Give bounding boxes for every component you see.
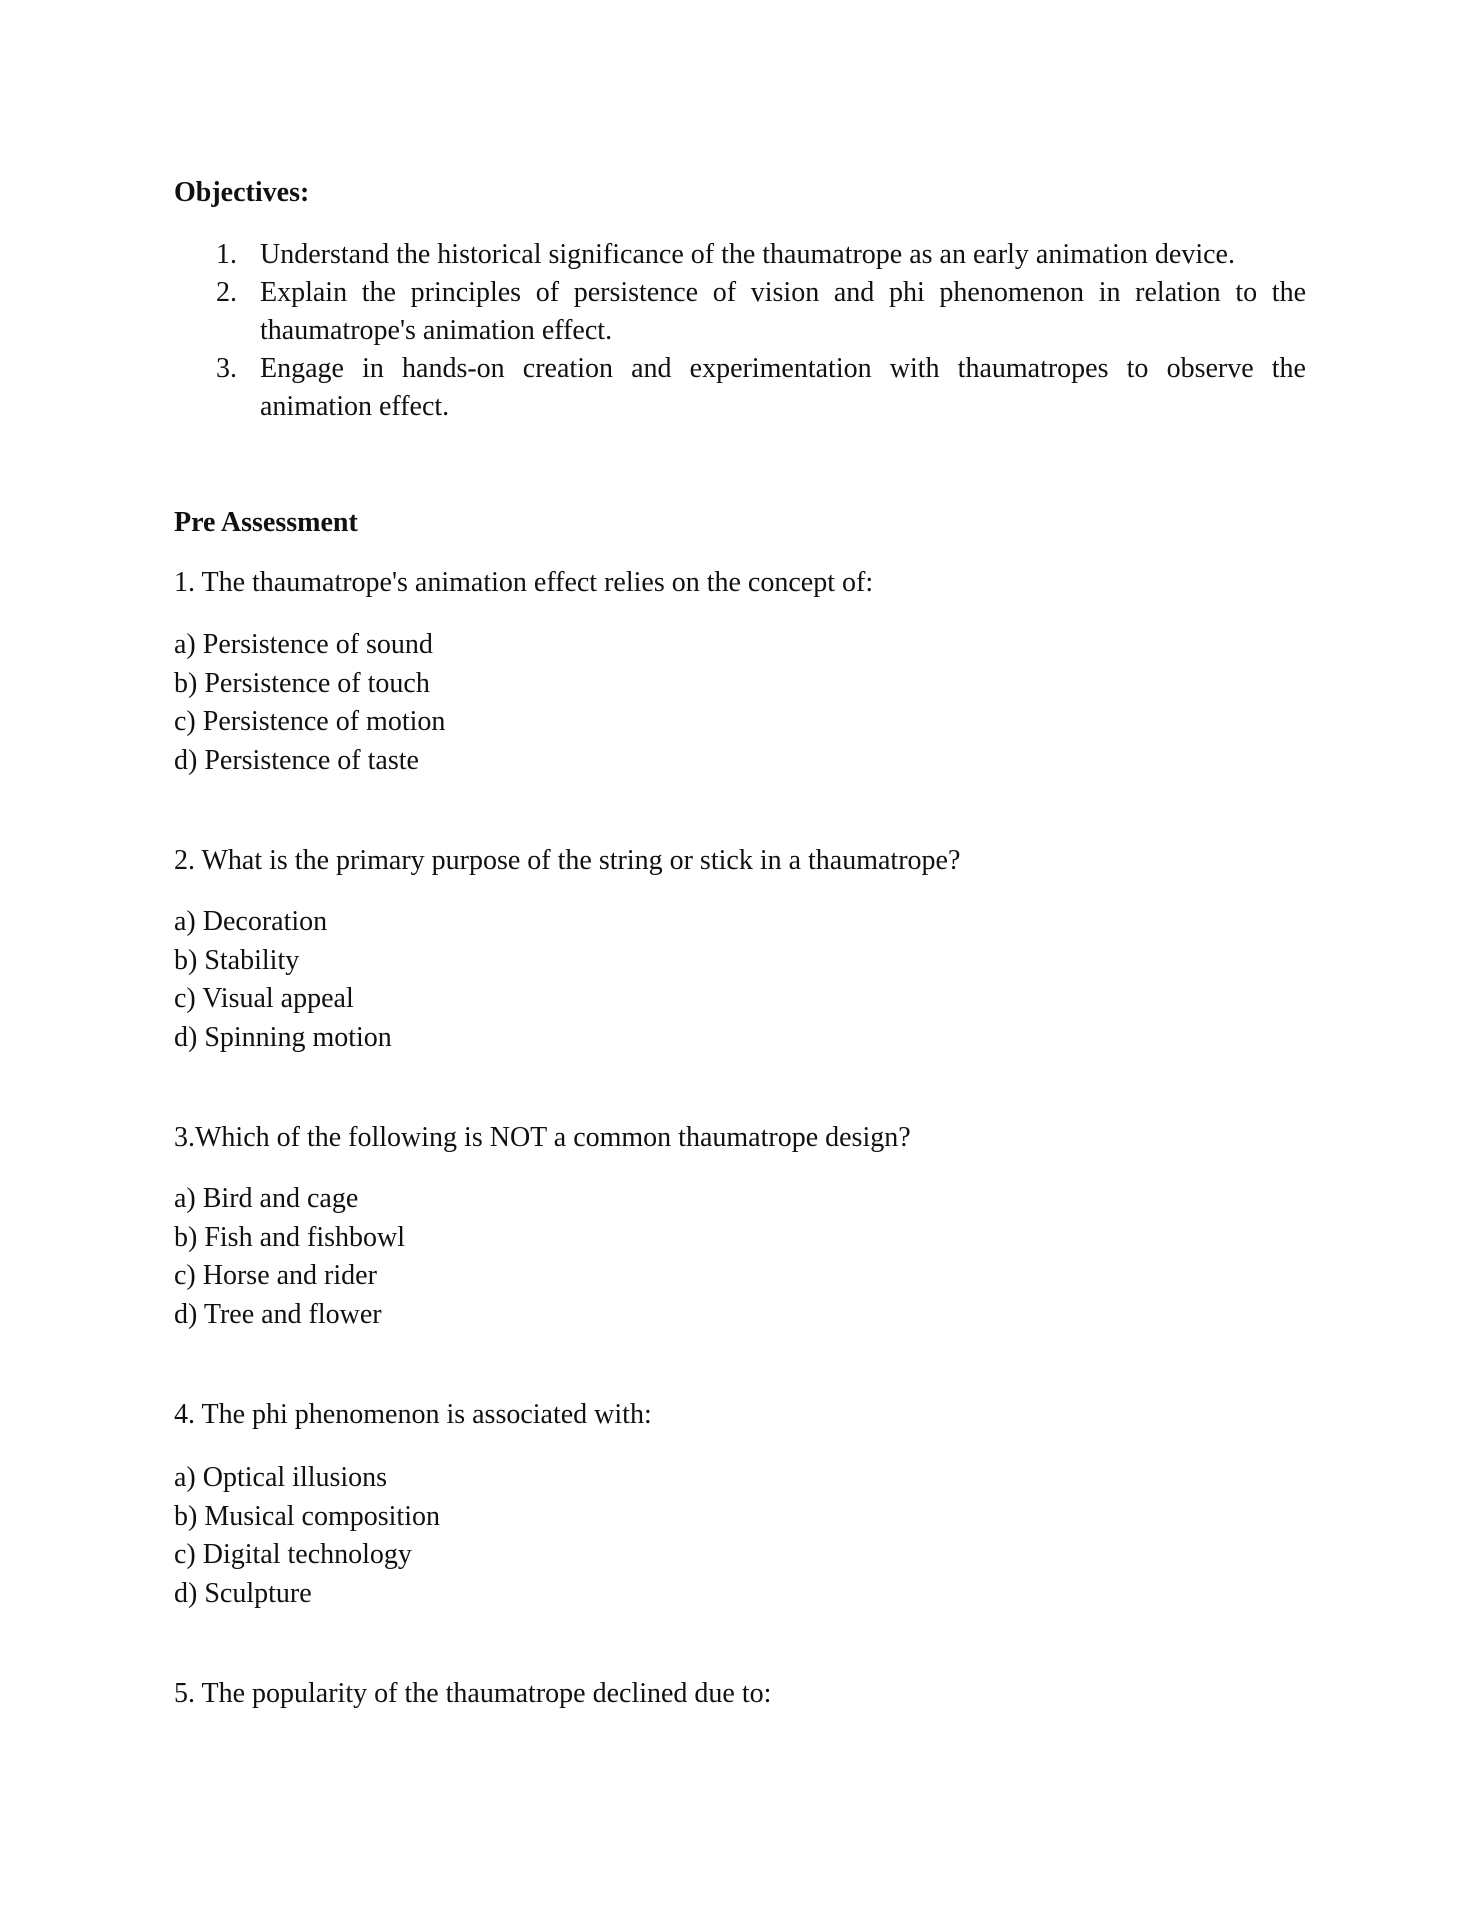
objective-number: 1. [216, 239, 237, 270]
objective-text: Understand the historical significance of the thaumatrope as an early animation device. [260, 239, 1235, 270]
question-1: 1. The thaumatrope's animation effect relies on the concept of: [174, 567, 874, 598]
pre-assessment-heading: Pre Assessment [174, 507, 358, 538]
objective-number: 3. [216, 353, 237, 384]
objectives-heading: Objectives: [174, 177, 310, 208]
question-3-options [174, 1180, 405, 1334]
objective-number: 2. [216, 277, 237, 308]
option-b: b) Fish and fishbowl [174, 1221, 405, 1253]
option-b: b) Stability [174, 944, 300, 976]
option-a: a) Optical illusions [174, 1462, 388, 1493]
question-4-options [174, 1459, 440, 1613]
option-c: c) Persistence of motion [174, 706, 446, 737]
question-4: 4. The phi phenomenon is associated with: [174, 1399, 652, 1430]
question-3: 3.Which of the following is NOT a common thaumatrope design? [174, 1122, 911, 1153]
objective-item [174, 350, 1306, 426]
option-c: c) Digital technology [174, 1539, 412, 1570]
option-d: d) Spinning motion [174, 1021, 392, 1053]
option-d: d) Sculpture [174, 1577, 312, 1609]
objective-item [174, 274, 1306, 350]
objective-item [174, 236, 1306, 274]
question-2-options [174, 903, 392, 1057]
option-c: c) Horse and rider [174, 1260, 377, 1291]
option-b: b) Persistence of touch [174, 667, 430, 699]
option-c: c) Visual appeal [174, 983, 354, 1014]
objectives-list [174, 236, 1306, 426]
objective-text: Engage in hands-on creation and experimentation with thaumatropes to observe the animation effect. [260, 353, 1306, 422]
option-b: b) Musical composition [174, 1500, 440, 1532]
objective-text: Explain the principles of persistence of vision and phi phenomenon in relation to the thaumatrope's animation effect. [260, 277, 1306, 346]
option-a: a) Decoration [174, 906, 328, 937]
option-d: d) Tree and flower [174, 1298, 382, 1330]
question-5: 5. The popularity of the thaumatrope declined due to: [174, 1678, 772, 1709]
question-2: 2. What is the primary purpose of the string or stick in a thaumatrope? [174, 845, 961, 876]
option-a: a) Persistence of sound [174, 629, 433, 660]
option-d: d) Persistence of taste [174, 744, 419, 776]
question-1-options [174, 626, 445, 780]
option-a: a) Bird and cage [174, 1183, 359, 1214]
